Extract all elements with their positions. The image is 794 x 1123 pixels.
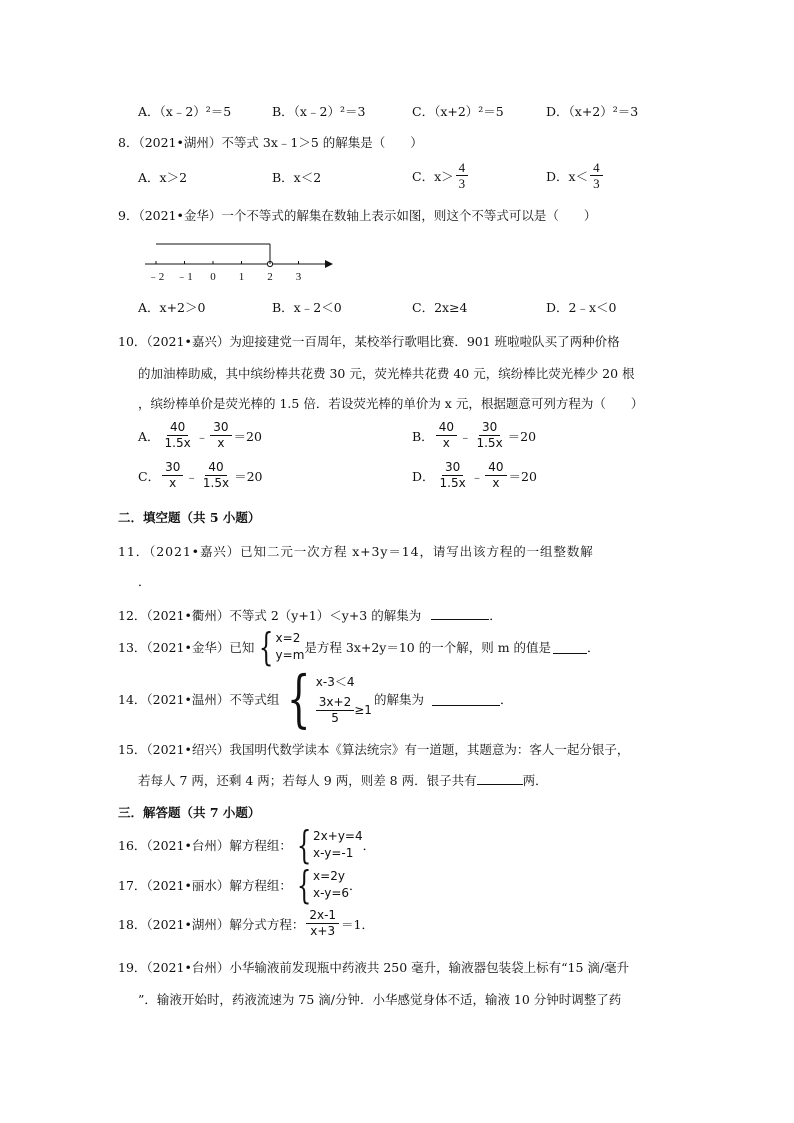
fraction-numerator: 40 bbox=[436, 420, 457, 436]
q10-line-1: 10．（2021•嘉兴）为迎接建党一百周年，某校举行歌唱比赛．901 班啦啦队买了两种价格 bbox=[118, 334, 620, 349]
number-line-tick-label: ﹣1 bbox=[176, 271, 193, 283]
system-eq-1: x=2y bbox=[313, 869, 345, 883]
left-brace: { bbox=[296, 863, 312, 907]
equals-20: ＝20 bbox=[233, 428, 262, 444]
fraction-numerator: 3x+2 bbox=[316, 695, 354, 711]
period: ． bbox=[349, 878, 362, 893]
fraction-denominator: x bbox=[169, 476, 177, 490]
q18-prefix: 18．（2021•湖州）解分式方程： bbox=[118, 916, 305, 932]
q13-suffix: 是方程 3x+2y＝10 的一个解，则 m 的值是 bbox=[304, 640, 552, 655]
fraction-denominator: 5 bbox=[331, 710, 339, 725]
fraction-numerator: 30 bbox=[162, 460, 183, 476]
q12 bbox=[118, 607, 502, 624]
minus-sign: ﹣ bbox=[470, 468, 484, 484]
q8-stem: 8．（2021•湖州）不等式 3x﹣1＞5 的解集是（ ） bbox=[118, 135, 423, 150]
geq-one: ≥1 bbox=[354, 703, 372, 717]
q8-option-c bbox=[412, 160, 470, 191]
option-label: B． bbox=[412, 428, 434, 444]
left-brace: { bbox=[287, 662, 311, 735]
q13-prefix: 13．（2021•金华）已知 bbox=[118, 640, 255, 655]
q8-option-a: A．x＞2 bbox=[138, 170, 188, 185]
q10-line-2: 的加油棒助威，其中缤纷棒共花费 30 元，荧光棒共花费 40 元，缤纷棒比荧光棒少 20 根 bbox=[138, 366, 635, 381]
q7-option-a: A．（x﹣2）²＝5 bbox=[138, 104, 232, 119]
q8-option-b: B．x＜2 bbox=[272, 170, 322, 185]
q19-line-2: ”．输液开始时，药液流速为 75 滴/分钟．小华感觉身体不适，输液 10 分钟时调整了药 bbox=[138, 992, 622, 1007]
q13 bbox=[118, 625, 600, 669]
minus-sign: ﹣ bbox=[185, 468, 198, 484]
inequality-1: x-3＜4 bbox=[315, 674, 355, 689]
q14 bbox=[118, 662, 513, 735]
option-label: C． bbox=[138, 468, 161, 484]
fraction-denominator: 3 bbox=[593, 176, 600, 191]
section-heading-fill-in: 二．填空题（共 5 小题） bbox=[118, 510, 261, 525]
fraction-numerator: 30 bbox=[210, 420, 231, 436]
q9-option-a: A．x+2＞0 bbox=[138, 300, 206, 315]
q12-answer-blank[interactable] bbox=[431, 607, 489, 620]
q10-option-d bbox=[412, 460, 537, 491]
q10-option-a bbox=[138, 420, 262, 451]
number-line-tick-label: 0 bbox=[210, 271, 216, 283]
q15-line-1: 15．（2021•绍兴）我国明代数学读本《算法统宗》有一道题，其题意为：客人一起分银子， bbox=[118, 742, 630, 757]
number-line-tick-label: 3 bbox=[295, 271, 302, 283]
q17-system bbox=[292, 863, 350, 907]
equals-20: ＝20 bbox=[508, 468, 537, 484]
system-eq-2: x-y=6 bbox=[313, 886, 350, 900]
q10-line-3: ，缤纷棒单价是荧光棒的 1.5 倍．若设荧光棒的单价为 x 元，根据题意可列方程为（ ） bbox=[138, 396, 644, 411]
fraction-numerator: 40 bbox=[485, 460, 506, 476]
q16-prefix: 16．（2021•台州）解方程组： bbox=[118, 838, 292, 853]
system-eq-2: y=m bbox=[275, 648, 305, 662]
q9-option-b: B．x﹣2＜0 bbox=[272, 300, 342, 315]
section-heading-solve: 三．解答题（共 7 小题） bbox=[118, 805, 261, 820]
minus-sign: ﹣ bbox=[458, 428, 472, 444]
q14-prefix: 14．（2021•温州）不等式组 bbox=[118, 692, 280, 707]
fraction-denominator: 3 bbox=[458, 176, 466, 191]
equals-20: ＝20 bbox=[507, 428, 537, 444]
fraction-denominator: x bbox=[492, 476, 500, 490]
left-brace: { bbox=[259, 625, 274, 669]
q18 bbox=[118, 908, 374, 939]
fraction-numerator: 4 bbox=[456, 160, 469, 176]
q7-option-c: C．（x+2）²＝5 bbox=[412, 104, 504, 119]
period: ． bbox=[489, 608, 502, 623]
fraction-denominator: 1.5x bbox=[164, 436, 191, 450]
q7-option-d: D．（x+2）²＝3 bbox=[546, 104, 639, 119]
number-line-tick-label: 2 bbox=[267, 271, 273, 283]
fraction-numerator: 40 bbox=[205, 460, 226, 476]
period: ． bbox=[362, 838, 376, 853]
fraction-denominator: x bbox=[217, 436, 225, 450]
option-label: D． bbox=[412, 468, 435, 484]
fraction-denominator: 1.5x bbox=[476, 436, 503, 450]
q13-system bbox=[254, 625, 305, 669]
q9-option-d: D．2﹣x＜0 bbox=[546, 300, 617, 315]
q9-option-c: C．2x≥4 bbox=[412, 300, 468, 315]
period: ． bbox=[587, 640, 600, 655]
q18-suffix: ＝1． bbox=[341, 916, 374, 932]
fraction-numerator: 30 bbox=[479, 420, 500, 436]
fraction-denominator: x+3 bbox=[310, 924, 336, 938]
inequality-2 bbox=[316, 695, 372, 726]
q9-stem: 9．（2021•金华）一个不等式的解集在数轴上表示如图，则这个不等式可以是（ ） bbox=[118, 208, 597, 223]
q15-unit: 两． bbox=[522, 773, 548, 788]
q8-option-d bbox=[546, 160, 605, 191]
fraction-numerator: 40 bbox=[167, 420, 188, 436]
system-eq-1: x=2 bbox=[275, 631, 301, 645]
q17-prefix: 17．（2021•丽水）解方程组： bbox=[118, 878, 292, 893]
q14-answer-blank[interactable] bbox=[432, 693, 500, 706]
fraction-numerator: 2x-1 bbox=[306, 908, 339, 924]
option-label: A． bbox=[138, 428, 160, 444]
fraction-numerator: 4 bbox=[590, 160, 603, 176]
left-brace: { bbox=[296, 823, 312, 867]
number-line-tick-label: 1 bbox=[238, 271, 245, 283]
q15-answer-blank[interactable] bbox=[477, 772, 523, 785]
q7-option-b: B．（x﹣2）²＝3 bbox=[272, 104, 366, 119]
system-eq-2: x-y=-1 bbox=[313, 846, 354, 860]
q19-line-1: 19．（2021•台州）小华输液前发现瓶中药液共 250 毫升，输液器包装袋上标有“15 滴/毫升 bbox=[118, 960, 630, 975]
q17 bbox=[118, 863, 362, 907]
q15-line-2 bbox=[138, 772, 548, 789]
q10-option-b bbox=[412, 420, 536, 451]
q8-option-c-fraction bbox=[456, 160, 469, 191]
number-line-tick-label: ﹣2 bbox=[147, 271, 165, 283]
q8-option-c-label: C．x＞ bbox=[412, 168, 454, 184]
fraction-denominator: 1.5x bbox=[202, 476, 230, 490]
q11-line-2: ． bbox=[138, 574, 151, 589]
fraction-denominator: 1.5x bbox=[439, 476, 466, 490]
q13-answer-blank[interactable] bbox=[553, 641, 587, 654]
system-eq-1: 2x+y=4 bbox=[313, 829, 363, 843]
q16 bbox=[118, 823, 376, 867]
number-line-figure bbox=[140, 236, 340, 286]
q12-text: 12．（2021•衢州）不等式 2（y+1）＜y+3 的解集为 bbox=[118, 608, 422, 623]
number-line-arrow bbox=[325, 260, 333, 268]
q8-option-d-label: D．x＜ bbox=[546, 168, 589, 184]
q16-system bbox=[292, 823, 363, 867]
q14-system bbox=[279, 662, 372, 735]
fraction-numerator: 30 bbox=[442, 460, 463, 476]
period: ． bbox=[499, 692, 513, 707]
q11-line-1: 11．（2021•嘉兴）已知二元一次方程 x+3y＝14，请写出该方程的一组整数解 bbox=[118, 544, 594, 559]
q10-option-c bbox=[138, 460, 262, 491]
minus-sign: ﹣ bbox=[195, 428, 209, 444]
equals-20: ＝20 bbox=[234, 468, 263, 484]
q14-suffix: 的解集为 bbox=[373, 692, 424, 707]
q8-option-d-fraction bbox=[590, 160, 603, 191]
q15-text: 若每人 7 两，还剩 4 两；若每人 9 两，则差 8 两．银子共有 bbox=[138, 773, 477, 788]
fraction-denominator: x bbox=[442, 436, 450, 450]
